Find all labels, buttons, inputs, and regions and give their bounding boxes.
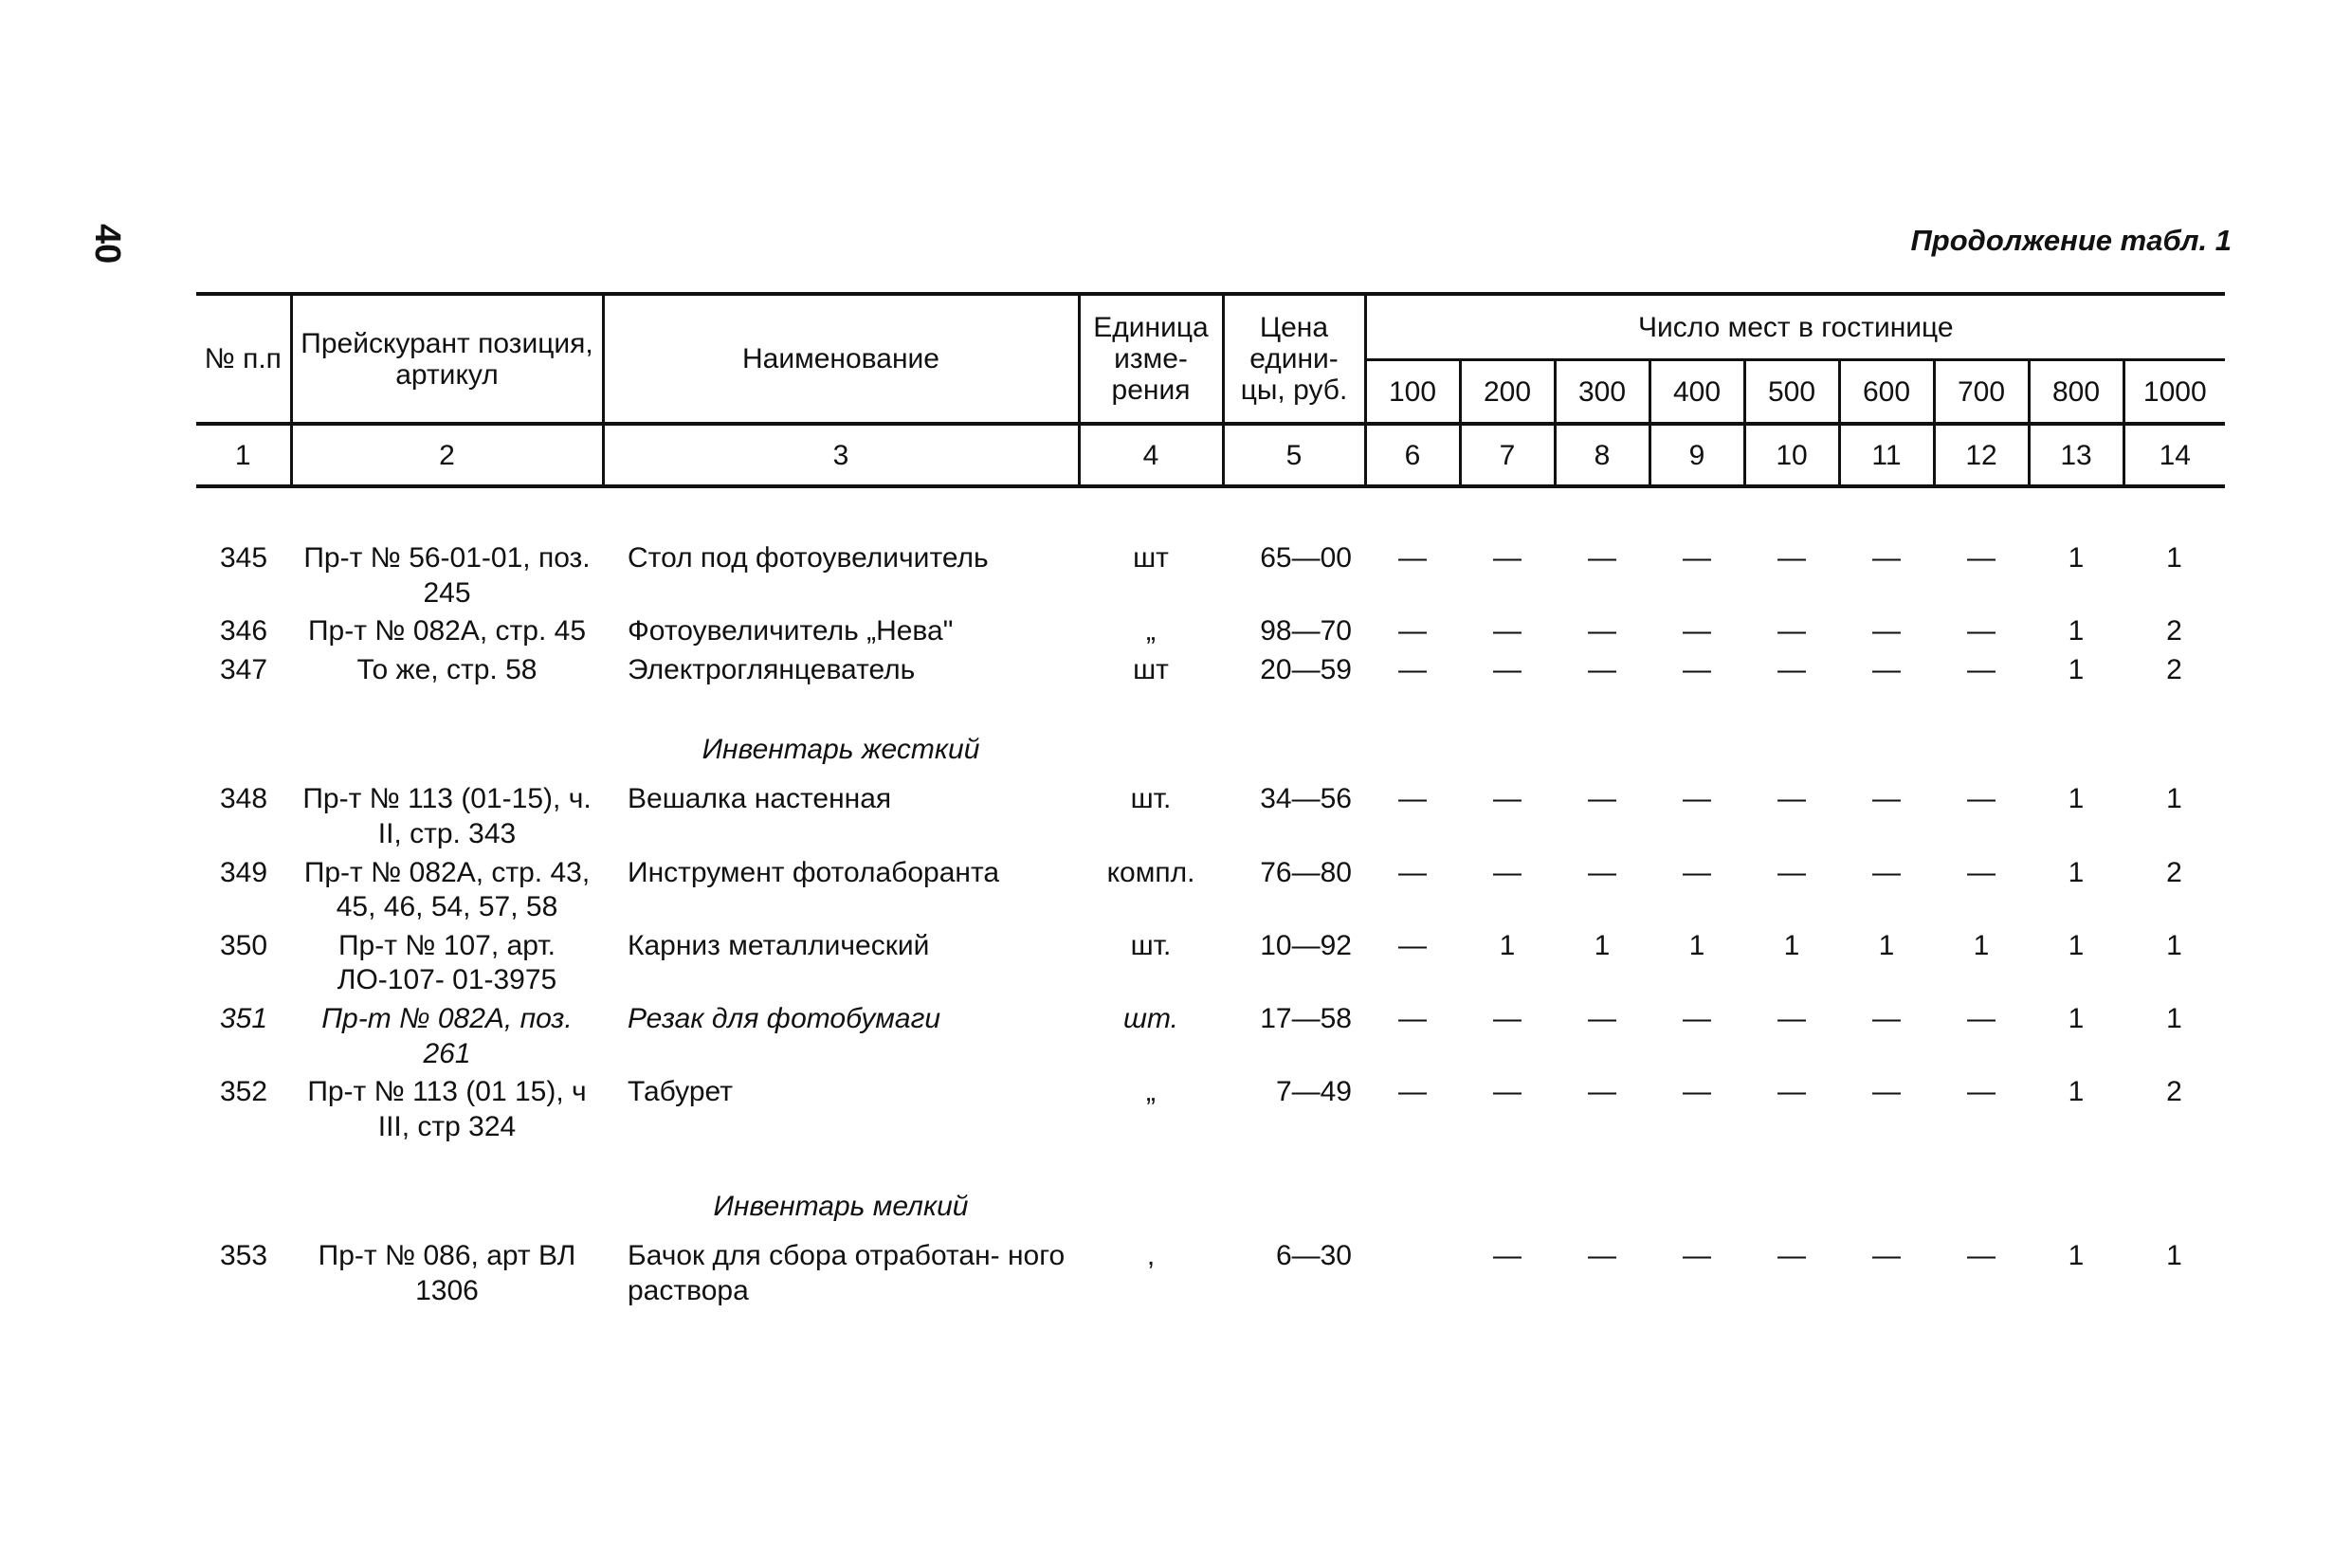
row-number-cell: 351 [219, 1002, 268, 1034]
header-capacity: 1000 [2123, 360, 2225, 425]
header-unit: Единица изме- рения [1079, 294, 1223, 424]
section-blank-cell [196, 691, 603, 782]
column-number: 8 [1555, 424, 1649, 486]
price-cell: 65—00 [1260, 542, 1352, 574]
count-cell: 1 [1688, 929, 1705, 961]
count-cell: — [1588, 615, 1616, 647]
count-cell: — [1872, 783, 1901, 815]
table-body [196, 486, 2225, 1313]
table-row [196, 614, 2225, 653]
count-cell: — [1777, 1076, 1806, 1108]
count-cell: — [1683, 1240, 1711, 1272]
pricelist-cell: Пр-т № 113 (01 15), ч III, стр 324 [307, 1076, 587, 1142]
unit-cell: шт [1133, 542, 1169, 574]
header-pricelist: Прейскурант позиция, артикул [291, 294, 603, 424]
section-blank-cell [1079, 1148, 2225, 1239]
count-cell: — [1588, 856, 1616, 888]
count-cell: 1 [2068, 929, 2085, 961]
table-caption: Продолжение табл. 1 [1910, 224, 2232, 257]
name-cell: Резак для фотобумаги [628, 1002, 941, 1034]
count-cell: 1 [2068, 615, 2085, 647]
count-cell: — [1493, 653, 1522, 685]
pricelist-cell: Пр-т № 086, арт ВЛ 1306 [318, 1240, 576, 1306]
count-cell: 1 [2068, 1240, 2085, 1272]
row-number-cell: 345 [219, 542, 268, 574]
count-cell: — [1493, 856, 1522, 888]
count-cell: — [1872, 542, 1901, 574]
price-cell: 17—58 [1260, 1002, 1352, 1034]
count-cell: 2 [2166, 856, 2182, 888]
header-capacity: 300 [1555, 360, 1649, 425]
column-number-row [196, 424, 2225, 486]
table-row [196, 782, 2225, 855]
count-cell: — [1588, 1240, 1616, 1272]
section-heading-row [196, 691, 2225, 782]
pricelist-cell: Пр-т № 082А, поз. 261 [321, 1002, 573, 1069]
header-capacity: 400 [1649, 360, 1744, 425]
column-number: 6 [1365, 424, 1460, 486]
count-cell: — [1398, 856, 1427, 888]
name-cell: Электроглянцеватель [628, 653, 916, 685]
count-cell: 1 [2068, 856, 2085, 888]
count-cell: — [1683, 653, 1711, 685]
count-cell: 1 [2068, 1076, 2085, 1108]
table-row [196, 1075, 2225, 1148]
count-cell: — [1493, 783, 1522, 815]
count-cell: — [1493, 542, 1522, 574]
count-cell: — [1967, 1002, 1996, 1034]
column-number: 4 [1079, 424, 1223, 486]
column-number: 9 [1649, 424, 1744, 486]
count-cell: 1 [2166, 783, 2182, 815]
column-number: 7 [1460, 424, 1555, 486]
count-cell: — [1777, 856, 1806, 888]
header-capacity: 800 [2029, 360, 2123, 425]
name-cell: Вешалка настенная [628, 783, 892, 815]
section-blank-cell [196, 1148, 603, 1239]
pricelist-cell: Пр-т № 082А, стр. 43, 45, 46, 54, 57, 58 [303, 856, 591, 923]
column-number: 2 [291, 424, 603, 486]
count-cell: 1 [2166, 929, 2182, 961]
price-cell: 20—59 [1260, 653, 1352, 685]
count-cell: — [1683, 1076, 1711, 1108]
count-cell: — [1967, 542, 1996, 574]
count-cell: 1 [2068, 653, 2085, 685]
unit-cell: шт. [1130, 929, 1172, 961]
table-row [196, 929, 2225, 1002]
count-cell: — [1683, 542, 1711, 574]
section-title: Инвентарь жесткий [702, 733, 980, 765]
pricelist-cell: Пр-т № 082А, стр. 45 [307, 615, 587, 647]
name-cell: Стол под фотоувеличитель [628, 542, 989, 574]
column-number: 13 [2029, 424, 2123, 486]
price-cell: 34—56 [1260, 783, 1352, 815]
column-number: 14 [2123, 424, 2225, 486]
unit-cell: шт. [1130, 783, 1172, 815]
count-cell: — [1777, 1240, 1806, 1272]
row-number-cell: 347 [219, 653, 268, 685]
header-capacity: 100 [1365, 360, 1460, 425]
count-cell: — [1872, 1076, 1901, 1108]
count-cell: — [1872, 653, 1901, 685]
count-cell: 1 [2068, 542, 2085, 574]
table-row [196, 541, 2225, 614]
count-cell: — [1872, 856, 1901, 888]
spacer-cell [196, 486, 2225, 541]
unit-cell: шт. [1123, 1002, 1178, 1034]
count-cell: — [1777, 653, 1806, 685]
count-cell: — [1493, 615, 1522, 647]
column-number: 3 [603, 424, 1079, 486]
count-cell: — [1493, 1002, 1522, 1034]
count-cell: 1 [2068, 1002, 2085, 1034]
price-cell: 76—80 [1260, 856, 1352, 888]
count-cell: 1 [1878, 929, 1895, 961]
pricelist-cell: Пр-т № 113 (01-15), ч. II, стр. 343 [302, 783, 592, 849]
row-number-cell: 348 [219, 783, 268, 815]
pricelist-cell: Пр-т № 107, арт. ЛО-107- 01-3975 [337, 929, 557, 996]
price-cell: 7—49 [1275, 1076, 1352, 1108]
count-cell: — [1777, 1002, 1806, 1034]
header-capacity: 200 [1460, 360, 1555, 425]
header-num: № п.п [196, 294, 291, 424]
count-cell: — [1493, 1240, 1522, 1272]
count-cell: — [1588, 1076, 1616, 1108]
count-cell: 1 [2166, 1002, 2182, 1034]
count-cell: 1 [1973, 929, 1990, 961]
count-cell: — [1398, 929, 1427, 961]
count-cell: 2 [2166, 615, 2182, 647]
row-number-cell: 350 [219, 929, 268, 961]
pricelist-cell: То же, стр. 58 [356, 653, 538, 685]
header-capacity: 600 [1839, 360, 1934, 425]
count-cell: 2 [2166, 653, 2182, 685]
count-cell: — [1872, 1002, 1901, 1034]
unit-cell: „ [1146, 1076, 1156, 1108]
section-title: Инвентарь мелкий [713, 1190, 969, 1222]
count-cell: — [1872, 1240, 1901, 1272]
count-cell: 2 [2166, 1076, 2182, 1108]
price-cell: 98—70 [1260, 615, 1352, 647]
header-price: Цена едини- цы, руб. [1223, 294, 1365, 424]
name-cell: Карниз металлический [628, 929, 930, 961]
count-cell: 1 [2166, 542, 2182, 574]
count-cell: — [1398, 783, 1427, 815]
section-heading-row [196, 1148, 2225, 1239]
name-cell: Фотоувеличитель „Нева" [628, 615, 954, 647]
unit-cell: , [1146, 1240, 1156, 1272]
page-number: 40 [87, 224, 127, 264]
count-cell: — [1777, 542, 1806, 574]
name-cell: Табурет [628, 1076, 733, 1108]
count-cell: — [1398, 1002, 1427, 1034]
count-cell: 1 [1594, 929, 1611, 961]
inventory-table [196, 292, 2225, 1313]
name-cell: Бачок для сбора отработан- ного раствора [628, 1240, 1066, 1306]
header-capacity: 700 [1934, 360, 2029, 425]
table-row [196, 1002, 2225, 1075]
count-cell: — [1683, 783, 1711, 815]
table-row [196, 1239, 2225, 1312]
column-number: 12 [1934, 424, 2029, 486]
count-cell: — [1967, 1076, 1996, 1108]
name-cell: Инструмент фотолаборанта [628, 856, 1000, 888]
count-cell: — [1777, 783, 1806, 815]
price-cell: 6—30 [1275, 1240, 1352, 1272]
count-cell: — [1967, 615, 1996, 647]
header-name: Наименование [603, 294, 1079, 424]
count-cell: — [1398, 1076, 1427, 1108]
header-places: Число мест в гостинице [1365, 294, 2225, 360]
count-cell: 1 [1499, 929, 1516, 961]
unit-cell: компл. [1106, 856, 1195, 888]
row-number-cell: 346 [219, 615, 268, 647]
column-number: 10 [1744, 424, 1839, 486]
pricelist-cell: Пр-т № 56-01-01, поз. 245 [303, 542, 591, 609]
count-cell: — [1493, 1076, 1522, 1108]
count-cell: — [1967, 1240, 1996, 1272]
count-cell: — [1588, 542, 1616, 574]
row-number-cell: 352 [219, 1076, 268, 1108]
row-number-cell: 349 [219, 856, 268, 888]
section-blank-cell [1079, 691, 2225, 782]
count-cell: 1 [2166, 1240, 2182, 1272]
unit-cell: шт [1133, 653, 1169, 685]
count-cell: — [1398, 615, 1427, 647]
price-cell: 10—92 [1260, 929, 1352, 961]
count-cell: 1 [1783, 929, 1800, 961]
count-cell: — [1588, 783, 1616, 815]
count-cell: — [1398, 542, 1427, 574]
count-cell: — [1588, 653, 1616, 685]
header-capacity: 500 [1744, 360, 1839, 425]
count-cell: — [1398, 653, 1427, 685]
count-cell: — [1683, 856, 1711, 888]
table-row [196, 856, 2225, 929]
count-cell: 1 [2068, 783, 2085, 815]
count-cell: — [1967, 856, 1996, 888]
spacer-row [196, 486, 2225, 541]
count-cell: — [1777, 615, 1806, 647]
count-cell [1365, 1239, 1460, 1312]
unit-cell: „ [1146, 615, 1156, 647]
count-cell: — [1683, 615, 1711, 647]
row-number-cell: 353 [219, 1240, 268, 1272]
count-cell: — [1967, 783, 1996, 815]
count-cell: — [1683, 1002, 1711, 1034]
column-number: 11 [1839, 424, 1934, 486]
table-row [196, 653, 2225, 692]
count-cell: — [1588, 1002, 1616, 1034]
column-number: 1 [196, 424, 291, 486]
count-cell: — [1872, 615, 1901, 647]
count-cell: — [1967, 653, 1996, 685]
column-number: 5 [1223, 424, 1365, 486]
